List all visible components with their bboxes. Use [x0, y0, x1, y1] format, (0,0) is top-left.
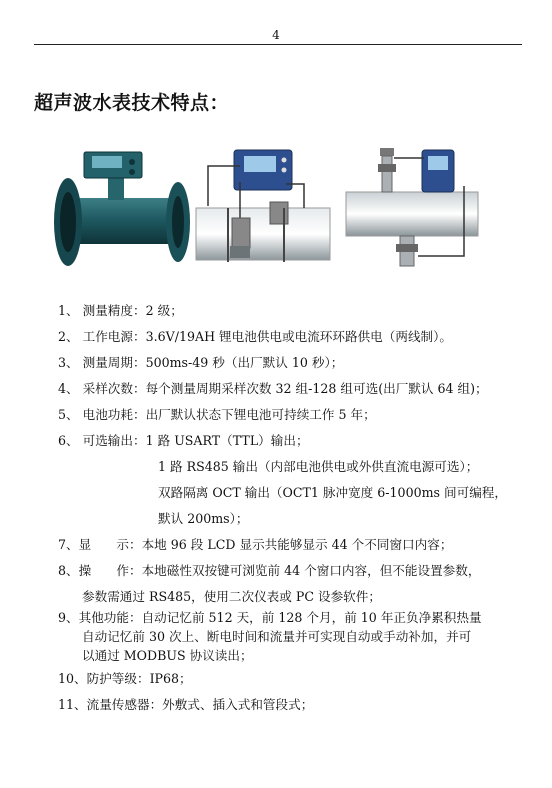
feature-8: 8、操 作：本地磁性双按键可浏览前 44 个窗口内容，但不能设置参数，: [58, 563, 481, 578]
feature-6: 6、 可选输出：1 路 USART（TTL）输出；: [58, 433, 309, 448]
feature-9-line-2: 自动记忆前 30 次上、断电时间和流量并可实现自动或手动补加，并可: [82, 629, 472, 644]
feature-1: 1、 测量精度：2 级；: [58, 303, 183, 318]
feature-9: 9、其他功能：自动记忆前 512 天，前 128 个月，前 10 年正负净累积热量: [58, 610, 482, 625]
feature-8-line-2: 参数需通过 RS485，使用二次仪表或 PC 设参软件；: [82, 589, 381, 604]
feature-6-line-3: 双路隔离 OCT 输出（OCT1 脉冲宽度 6-1000ms 间可编程，: [158, 485, 507, 500]
section-heading: 超声波水表技术特点：: [34, 92, 230, 114]
feature-2: 2、 工作电源：3.6V/19AH 锂电池供电或电流环环路供电（两线制）。: [58, 329, 453, 344]
feature-11: 11、流量传感器：外敷式、插入式和管段式；: [58, 697, 314, 712]
page-number: 4: [272, 28, 280, 42]
clamp-on-sensor-flowmeter-photo: [194, 146, 334, 272]
feature-6-line-2: 1 路 RS485 输出（内部电池供电或外供直流电源可选）；: [158, 459, 479, 474]
feature-10: 10、防护等级：IP68；: [58, 671, 192, 686]
flanged-pipe-flowmeter-photo: [50, 146, 198, 272]
insertion-sensor-flowmeter-photo: [344, 146, 480, 272]
feature-9-line-3: 以通过 MODBUS 协议读出；: [82, 648, 253, 663]
header-rule: [34, 44, 522, 45]
feature-3: 3、 测量周期：500ms-49 秒（出厂默认 10 秒）；: [58, 355, 344, 370]
feature-6-line-4: 默认 200ms）；: [158, 511, 249, 526]
feature-4: 4、 采样次数：每个测量周期采样次数 32 组-128 组可选(出厂默认 64 组)；: [58, 381, 488, 396]
feature-7: 7、显 示：本地 96 段 LCD 显示共能够显示 44 个不同窗口内容；: [58, 537, 453, 552]
feature-5: 5、 电池功耗：出厂默认状态下锂电池可持续工作 5 年；: [58, 407, 376, 422]
